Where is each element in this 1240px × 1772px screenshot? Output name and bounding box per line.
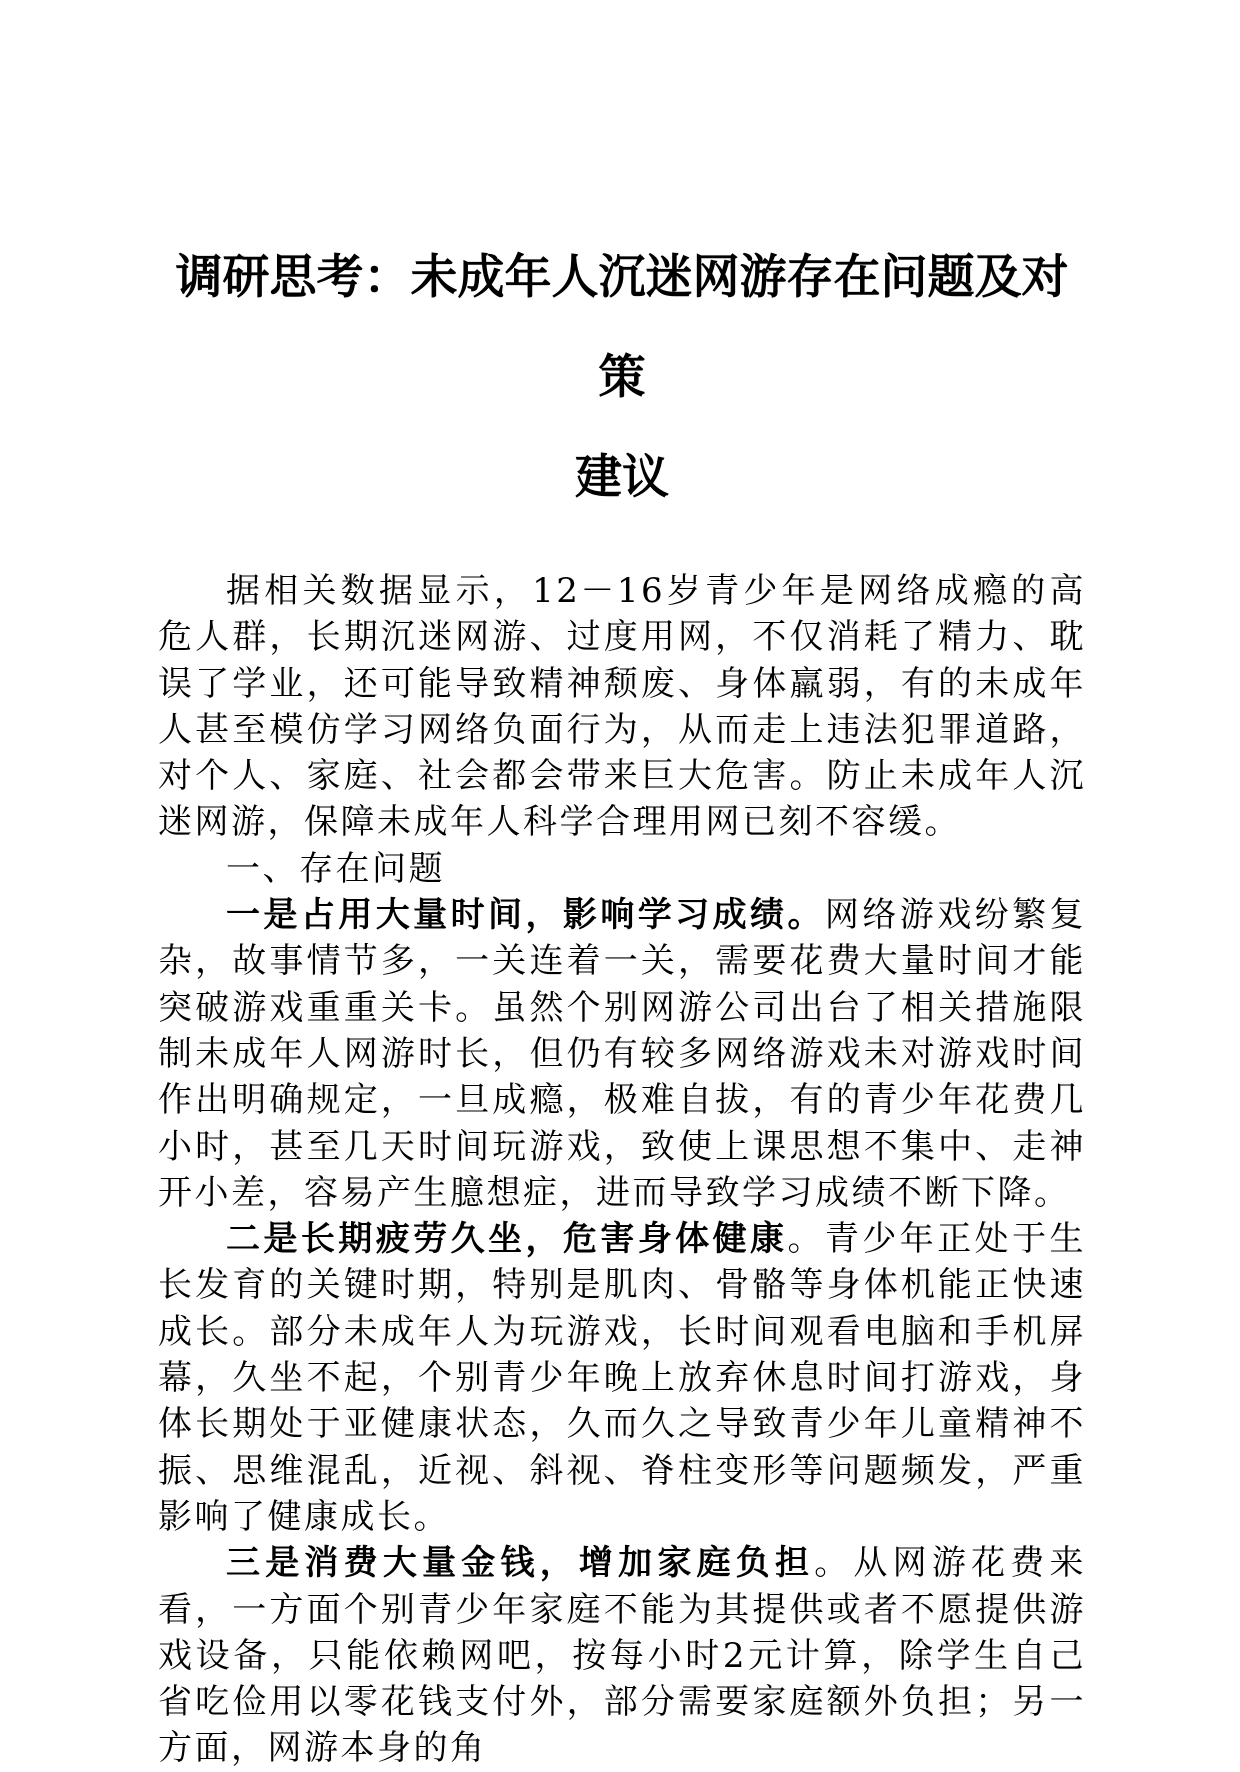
problem-point-1 <box>158 892 1086 1216</box>
point-2-text: 。青少年正处于生长发育的关键时期，特别是肌肉、骨骼等身体机能正快速成长。部分未成年人为玩游戏，长时间观看电脑和手机屏幕，久坐不起，个别青少年晚上放弃休息时间打游戏，身体长期处于亚健康状态，久而久之导致青少年儿童精神不振、思维混乱，近视、斜视、脊柱变形等问题频发，严重影响了健康成长。 <box>158 1219 1087 1537</box>
document-page <box>158 228 1086 1772</box>
title-line-1: 调研思考：未成年人沉迷网游存在问题及对策 <box>175 250 1069 405</box>
intro-paragraph: 据相关数据显示，12－16岁青少年是网络成瘾的高危人群，长期沉迷网游、过度用网，不仅消耗了精力、耽误了学业，还可能导致精神颓废、身体羸弱，有的未成年人甚至模仿学习网络负面行为，从而走上违法犯罪道路，对个人、家庭、社会都会带来巨大危害。防止未成年人沉迷网游，保障未成年人科学合理用网已刻不容缓。 <box>158 571 1086 843</box>
point-3-lead: 三是消费大量金钱，增加家庭负担 <box>226 1543 815 1584</box>
point-1-lead: 一是占用大量时间，影响学习成绩。 <box>226 895 825 936</box>
point-2-lead: 二是长期疲劳久坐，危害身体健康 <box>226 1219 788 1260</box>
document-body <box>158 568 1086 1772</box>
problem-point-2 <box>158 1216 1086 1540</box>
section-heading-problems: 一、存在问题 <box>226 848 445 889</box>
point-1-text: 网络游戏纷繁复杂，故事情节多，一关连着一关，需要花费大量时间才能突破游戏重重关卡。虽然个别网游公司出台了相关措施限制未成年人网游时长，但仍有较多网络游戏未对游戏时间作出明确规定，一旦成瘾，极难自拔，有的青少年花费几小时，甚至几天时间玩游戏，致使上课思想不集中、走神开小差，容易产生臆想症，进而导致学习成绩不断下降。 <box>158 895 1087 1213</box>
document-title <box>158 228 1086 528</box>
point-3-text: 。从网游花费来看，一方面个别青少年家庭不能为其提供或者不愿提供游戏设备，只能依赖网吧，按每小时2元计算，除学生自己省吃俭用以零花钱支付外，部分需要家庭额外负担；另一方面，网游本身的角 <box>158 1543 1087 1769</box>
problem-point-3 <box>158 1540 1086 1771</box>
title-line-2: 建议 <box>575 450 669 505</box>
